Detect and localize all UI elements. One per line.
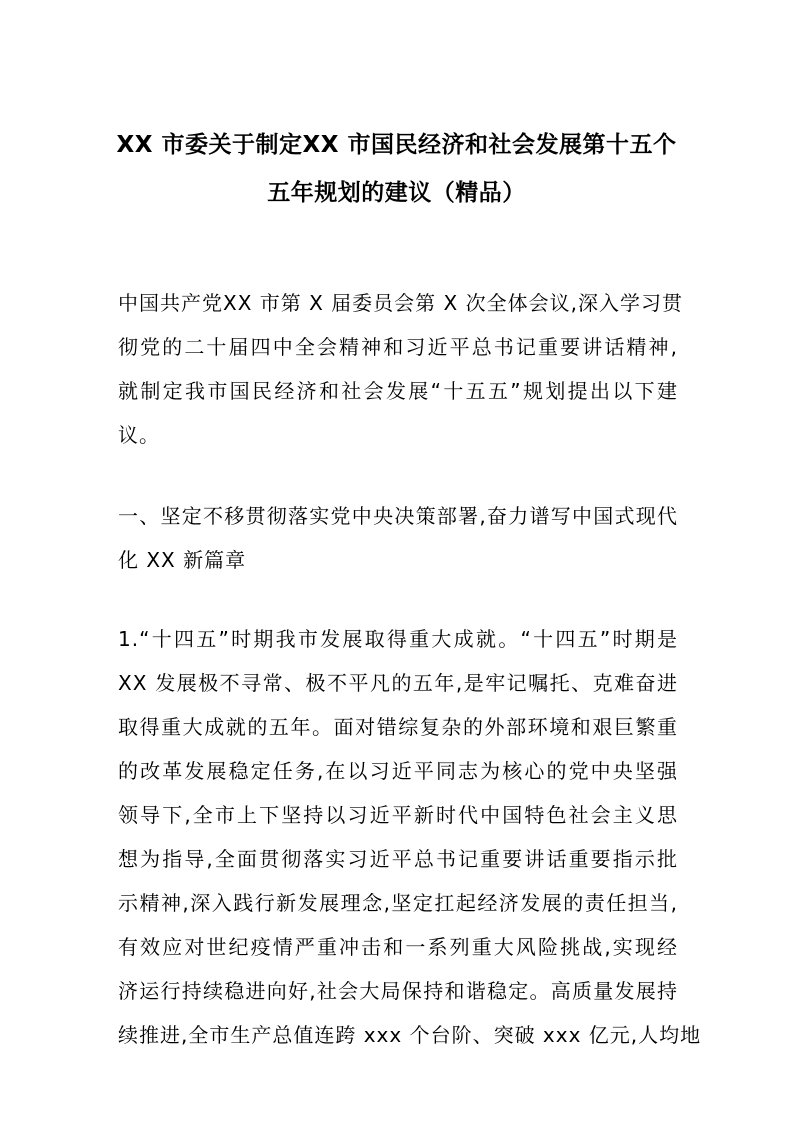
body-line: 取得重大成就的五年。面对错综复杂的外部环境和艰巨繁重 [118, 715, 678, 739]
intro-paragraph [118, 281, 683, 457]
intro-line: 议。 [118, 423, 160, 447]
body-line: 1.“十四五”时期我市发展取得重大成就。“十四五”时期是 [118, 627, 678, 651]
body-line: 有效应对世纪疫情严重冲击和一系列重大风险挑战,实现经 [118, 935, 678, 959]
body-line: 济运行持续稳进向好,社会大局保持和谐稳定。高质量发展持 [118, 979, 678, 1003]
body-line: 领导下,全市上下坚持以习近平新时代中国特色社会主义思 [118, 803, 678, 827]
body-line: 的改革发展稳定任务,在以习近平同志为核心的党中央坚强 [118, 759, 678, 783]
intro-line: 彻党的二十届四中全会精神和习近平总书记重要讲话精神, [118, 335, 678, 359]
intro-line: 中国共产党XX 市第 X 届委员会第 X 次全体会议,深入学习贯 [118, 291, 683, 315]
section-heading [118, 494, 678, 582]
section-heading-line: 一、坚定不移贯彻落实党中央决策部署,奋力谱写中国式现代 [118, 504, 678, 528]
section-heading-line: 化 XX 新篇章 [118, 548, 247, 572]
body-line: 想为指导,全面贯彻落实习近平总书记重要讲话重要指示批 [118, 847, 678, 871]
intro-line: 就制定我市国民经济和社会发展“十五五”规划提出以下建 [118, 379, 678, 403]
body-paragraph [118, 617, 702, 1057]
body-line: 续推进,全市生产总值连跨 xxx 个台阶、突破 xxx 亿元,人均地 [118, 1023, 702, 1047]
document-title-line-2: 五年规划的建议（精品） [267, 180, 526, 206]
body-line: XX 发展极不寻常、极不平凡的五年,是牢记嘱托、克难奋进 [118, 671, 678, 695]
body-line: 示精神,深入践行新发展理念,坚定扛起经济发展的责任担当, [118, 891, 678, 915]
document-title-line-1: XX 市委关于制定XX 市国民经济和社会发展第十五个 [116, 132, 677, 158]
